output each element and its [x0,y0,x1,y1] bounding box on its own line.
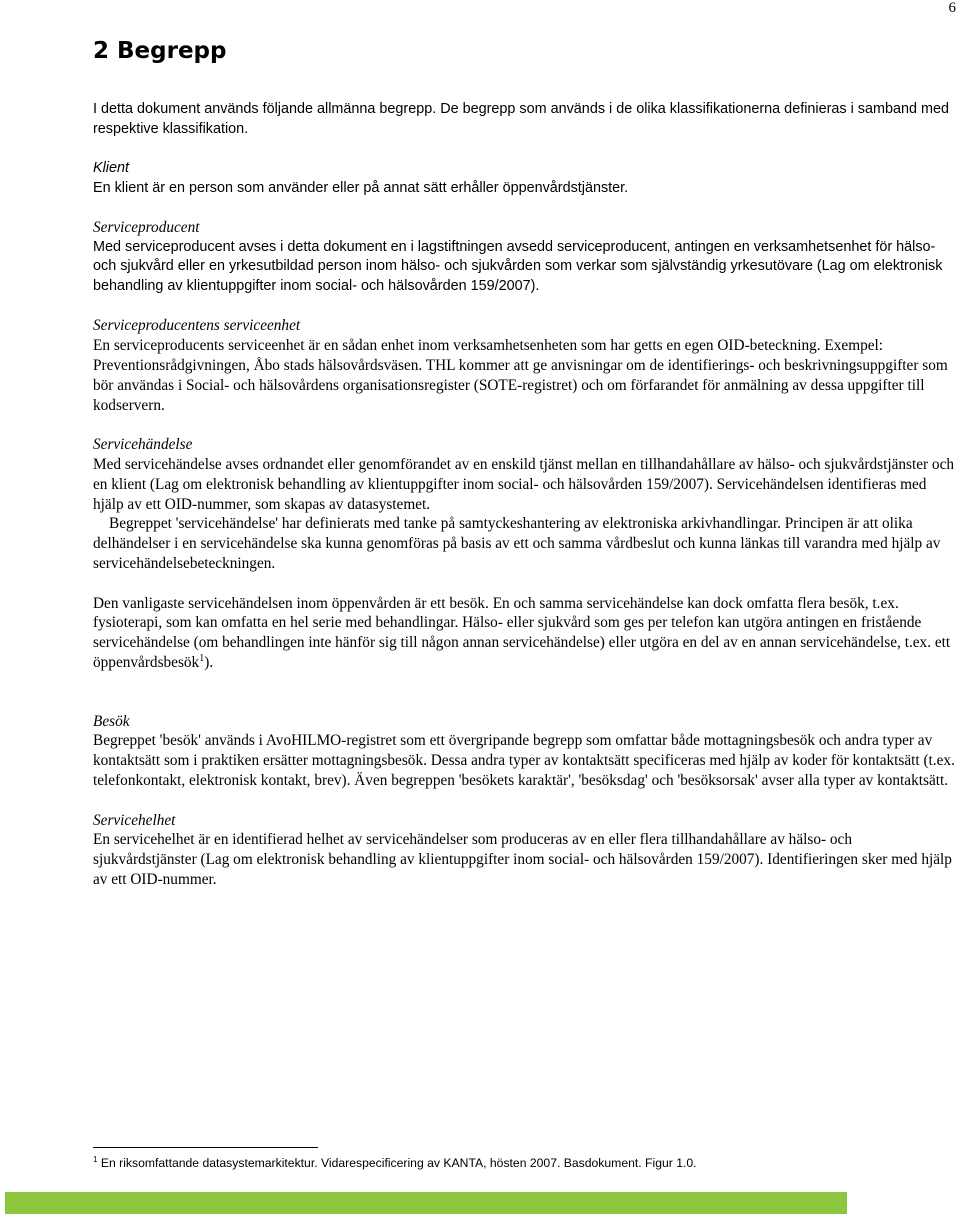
definition-serviceproducent: Med serviceproducent avses i detta dokument en i lagstiftningen avsedd serviceproducent, antingen en verksamhetsenhet för hälso- och sjukvård eller en yrkesutbildad person inom hälso- och sjukvården som verkar som självständig yrkesutövare (Lag om elektronisk behandling av klientuppgifter inom social- och hälsovården 159/2007). [93,238,943,294]
definition-servicehelhet: En servicehelhet är en identifierad helhet av servicehändelser som produceras av en eller flera tillhandahållare av hälso- och sjukvårdstjänster (Lag om elektronisk behandling av klientuppgifter inom social- och hälsovården 159/2007). Identifieringen sker med hjälp av ett OID-nummer. [93,831,952,889]
term-servicehandelse: Servicehändelse [93,436,193,454]
footnote-reference: 1 [199,652,205,664]
section-heading: 2 Begrepp [93,38,227,64]
servicehandelse-paragraph-2: Begreppet 'servicehändelse' har definierats med tanke på samtyckeshantering av elektroniska arkivhandlingar. Principen är att olika delhändelser i en servicehändelse ska kunna genomföras på basis av ett och samma vårdbeslut och kunna länkas till varandra med hjälp av servicehändelsebeteckningen. [93,515,941,572]
term-besok: Besök [93,712,130,730]
term-klient: Klient [93,159,129,176]
intro-paragraph: I detta dokument används följande allmänna begrepp. De begrepp som används i de olika klassifikationerna definieras i samband med respektive klassifikation. [93,101,949,137]
page-number: 6 [948,0,956,16]
term-servicehelhet: Servicehelhet [93,811,176,829]
footnote-text: En riksomfattande datasystemarkitektur. Vidarespecificering av KANTA, hösten 2007. Basdokument. Figur 1.0. [100,1156,697,1170]
term-serviceproducent: Serviceproducent [93,218,200,236]
footer-color-bar [5,1192,847,1214]
servicehandelse-paragraph-3: Den vanligaste servicehändelsen inom öppenvården är ett besök. En och samma servicehändelse kan dock omfatta flera besök, t.ex. fysioterapi, som kan omfatta en hel serie med behandlingar. Hälso- eller sjukvård som ges per telefon kan utgöra antingen en fristående servicehändelse (om behandlingen inte hänför sig till någon annan servicehändelse) eller utgöra en del av en annan servicehändelse, t.ex. ett öppenvårdsbesök$^1$). [93,594,951,671]
footnote [93,1156,697,1170]
definition-serviceenhet: En serviceproducents serviceenhet är en sådan enhet inom verksamhetsenheten som har getts en egen OID-beteckning. Exempel: Preventionsrådgivningen, Åbo stads hälsovårdsväsen. THL kommer att ge anvisningar om de identifierings- och beskrivningsuppgifter som bör användas i Social- och hälsovårdens organisationsregister (SOTE-registret) och om förfarandet för anmälning av dessa uppgifter till kodservern. [93,337,948,414]
definition-servicehandelse: Med servicehändelse avses ordnandet eller genomförandet av en enskild tjänst mellan en tillhandahållare av hälso- och sjukvårdstjänster och en klient (Lag om elektronisk behandling av klientuppgifter inom social- och hälsovården 159/2007). Servicehändelsen identifieras med hjälp av ett OID-nummer, som skapas av datasystemet. [93,455,955,513]
footnote-divider [93,1147,318,1148]
footnote-number: 1 [93,1155,98,1164]
term-serviceenhet: Serviceproducentens serviceenhet [93,317,301,335]
definition-klient: En klient är en person som använder eller på annat sätt erhåller öppenvårdstjänster. [93,179,629,196]
document-body [93,100,958,890]
definition-besok: Begreppet 'besök' används i AvoHILMO-registret som ett övergripande begrepp som omfattar både mottagningsbesök och andra typer av kontaktsätt som i praktiken ersätter mottagningsbesök. Dessa andra typer av kontaktsätt specificeras med hjälp av koder för kontaktsätt (t.ex. telefonkontakt, elektronisk kontakt, brev). Även begreppen 'besökets karaktär', 'besöksdag' och 'besöksorsak' avser alla typer av kontaktsätt. [93,732,955,790]
